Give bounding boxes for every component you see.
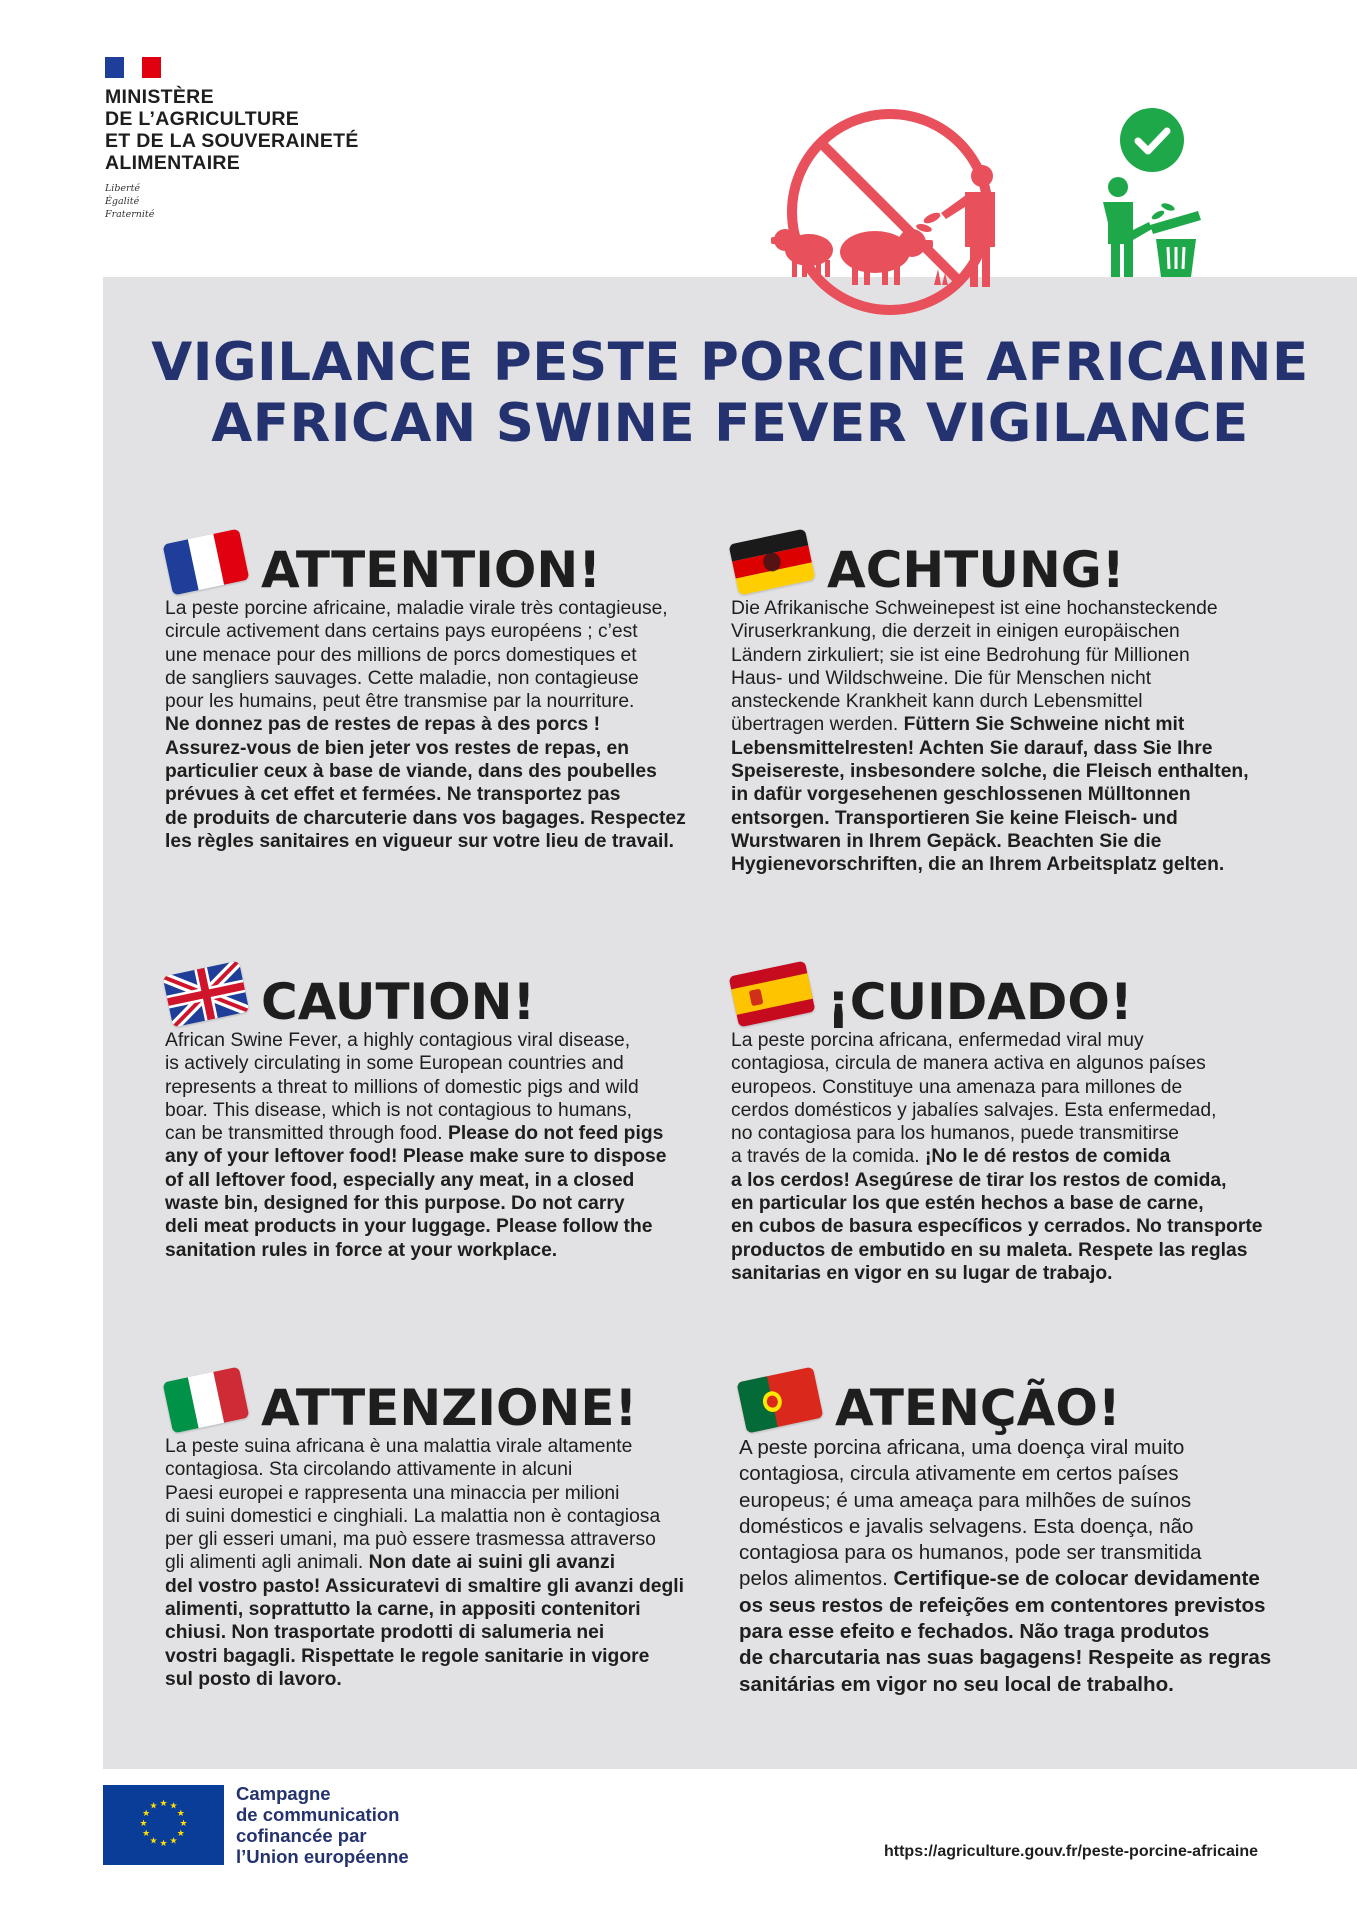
body-line: chiusi. Non trasportate prodotti di salumeria nei [165, 1622, 605, 1644]
no-feeding-pigs-icon [752, 100, 1012, 325]
body-line: Viruserkrankung, die derzeit in einigen europäischen [731, 621, 1180, 643]
body-line: contagiosa, circula ativamente em certos países [739, 1462, 1179, 1486]
body-line: ansteckende Krankheit kann durch Lebensmittel [731, 691, 1143, 713]
body-line: contagiosa. Sta circolando attivamente in alcuni [165, 1459, 573, 1481]
body-line: de produits de charcuterie dans vos bagages. Respectez [165, 807, 686, 829]
body-line: circule activement dans certains pays européens ; c’est [165, 621, 638, 643]
section-body [731, 1029, 1263, 1285]
body-line: Paesi europei e rappresenta una minaccia per milioni [165, 1482, 620, 1504]
body-line: La peste suina africana è una malattia virale altamente [165, 1436, 633, 1457]
ministry-name: MINISTÈRE DE L’AGRICULTURE ET DE LA SOUVERAINETÉ ALIMENTAIRE [105, 86, 359, 174]
body-line: in dafür vorgesehenen geschlossenen Mülltonnen [731, 784, 1191, 806]
body-line: contagiosa, circula de manera activa en algunos países [731, 1053, 1206, 1075]
body-line: europeus; é uma ameaça para milhões de suínos [739, 1488, 1192, 1512]
section-heading: ACHTUNG! [827, 541, 1125, 599]
body-line: une menace pour des millions de porcs domestiques et [165, 644, 637, 666]
svg-text:★: ★ [149, 1801, 158, 1812]
body-line: contagiosa para os humanos, pode ser transmitida [739, 1541, 1202, 1565]
body-line: sul posto di lavoro. [165, 1668, 342, 1690]
body-line: deli meat products in your luggage. Please follow the [165, 1216, 653, 1238]
body-line: sanitation rules in force at your workplace. [165, 1239, 558, 1261]
section-body [165, 597, 686, 853]
body-line: waste bin, designed for this purpose. Do not carry [165, 1193, 625, 1215]
body-line: of all leftover food, especially any meat, in a closed [165, 1169, 635, 1191]
body-line: en cubos de basura específicos y cerrados. No transporte [731, 1216, 1263, 1238]
body-line: is actively circulating in some European countries and [165, 1053, 624, 1075]
svg-text:★: ★ [176, 1829, 185, 1839]
body-line: a través de la comida. ¡No le dé restos de comida [731, 1146, 1171, 1168]
section-heading: ATENÇÃO! [835, 1379, 1121, 1437]
body-line: A peste porcina africana, uma doença viral muito [739, 1436, 1185, 1459]
body-line: productos de embutido en su maleta. Respete las reglas [731, 1239, 1248, 1261]
body-line: no contagiosa para los humanos, puede transmitirse [731, 1123, 1180, 1145]
svg-text:★: ★ [176, 1809, 185, 1819]
body-line: en particular los que estén hechos a base de carne, [731, 1193, 1204, 1215]
body-line: Hygienevorschriften, die an Ihrem Arbeitsplatz gelten. [731, 854, 1225, 876]
body-line: per gli esseri umani, ma può essere trasmessa attraverso [165, 1529, 656, 1551]
body-line: di suini domestici e cinghiali. La malattia non è contagiosa [165, 1505, 661, 1527]
body-line: a los cerdos! Asegúrese de tirar los restos de comida, [731, 1169, 1227, 1191]
body-line: vostri bagagli. Rispettate le regole sanitarie in vigore [165, 1645, 650, 1667]
marianne-flag-icon [105, 57, 161, 78]
body-line: represents a threat to millions of domestic pigs and wild [165, 1076, 639, 1098]
poster-title: VIGILANCE PESTE PORCINE AFRICAINE AFRICAN SWINE FEVER VIGILANCE [151, 332, 1309, 454]
svg-text:★: ★ [159, 1799, 168, 1809]
svg-text:★: ★ [169, 1801, 178, 1812]
svg-text:★: ★ [142, 1829, 151, 1839]
body-line: boar. This disease, which is not contagious to humans, [165, 1099, 632, 1121]
body-line: sanitárias em vigor no seu local de trabalho. [739, 1672, 1174, 1696]
body-line: African Swine Fever, a highly contagious viral disease, [165, 1030, 631, 1051]
body-line: particulier ceux à base de viande, dans des poubelles [165, 761, 657, 783]
body-line: para esse efeito e fechados. Não traga produtos [739, 1620, 1210, 1644]
body-line: La peste porcine africaine, maladie virale très contagieuse, [165, 598, 668, 619]
body-line: prévues à cet effet et fermées. Ne transportez pas [165, 784, 621, 806]
svg-text:★: ★ [142, 1809, 151, 1819]
body-line: alimenti, soprattutto la carne, in appositi contenitori [165, 1599, 641, 1621]
body-line: de charcutaria nas suas bagagens! Respeite as regras [739, 1646, 1272, 1670]
body-line: cerdos domésticos y jabalíes salvajes. Esta enfermedad, [731, 1099, 1217, 1121]
body-line: Assurez-vous de bien jeter vos restes de repas, en [165, 737, 630, 759]
section-body [165, 1435, 684, 1691]
body-line: Speisereste, insbesondere solche, die Fleisch enthalten, [731, 761, 1249, 783]
section-body [165, 1029, 666, 1262]
body-line: les règles sanitaires en vigueur sur votre lieu de travail. [165, 830, 675, 852]
dispose-in-bin-icon [1100, 107, 1210, 279]
body-line: os seus restos de refeições em contentores previstos [739, 1593, 1266, 1617]
section-body [731, 597, 1249, 877]
website-link[interactable]: https://agriculture.gouv.fr/peste-porcine-africaine [884, 1843, 1258, 1860]
section-heading: ATTENZIONE! [261, 1379, 638, 1437]
body-line: Wurstwaren in Ihrem Gepäck. Beachten Sie die [731, 830, 1162, 852]
ministry-logo [105, 57, 359, 221]
svg-text:★: ★ [139, 1819, 148, 1829]
body-line: can be transmitted through food. Please do not feed pigs [165, 1123, 664, 1145]
section-heading: CAUTION! [261, 973, 536, 1031]
body-line: La peste porcina africana, enfermedad viral muy [731, 1030, 1144, 1051]
section-heading: ATTENTION! [261, 541, 602, 599]
section-heading: ¡CUIDADO! [827, 973, 1133, 1031]
body-line: Ländern zirkuliert; sie ist eine Bedrohung für Millionen [731, 644, 1190, 666]
svg-text:★: ★ [159, 1839, 168, 1849]
body-line: pelos alimentos. Certifique-se de colocar devidamente [739, 1567, 1260, 1591]
eu-flag-icon [103, 1785, 224, 1865]
svg-text:★: ★ [179, 1819, 188, 1829]
body-line: Haus- und Wildschweine. Die für Menschen nicht [731, 667, 1152, 689]
body-line: Lebensmittelresten! Achten Sie darauf, dass Sie Ihre [731, 737, 1213, 759]
body-line: any of your leftover food! Please make sure to dispose [165, 1146, 667, 1168]
body-line: übertragen werden. Füttern Sie Schweine nicht mit [731, 714, 1185, 736]
body-line: entsorgen. Transportieren Sie keine Fleisch- und [731, 807, 1178, 829]
body-line: gli alimenti agli animali. Non date ai suini gli avanzi [165, 1552, 616, 1574]
svg-text:★: ★ [149, 1836, 158, 1847]
body-line: sanitarias en vigor en su lugar de trabajo. [731, 1262, 1113, 1284]
body-line: europeos. Constituye una amenaza para millones de [731, 1076, 1183, 1098]
body-line: Die Afrikanische Schweinepest ist eine hochansteckende [731, 598, 1218, 619]
body-line: pour les humains, peut être transmise par la nourriture. [165, 691, 635, 713]
section-body [739, 1435, 1271, 1698]
body-line: de sangliers sauvages. Cette maladie, non contagieuse [165, 667, 639, 689]
eu-cofunding-text: Campagne de communication cofinancée par l’Union européenne [236, 1783, 409, 1867]
body-line: del vostro pasto! Assicuratevi di smaltire gli avanzi degli [165, 1575, 684, 1597]
svg-text:★: ★ [169, 1836, 178, 1847]
republic-motto: Liberté Égalité Fraternité [105, 183, 155, 220]
body-line: domésticos e javalis selvagens. Esta doença, não [739, 1514, 1194, 1538]
body-line: Ne donnez pas de restes de repas à des porcs ! [165, 714, 601, 736]
